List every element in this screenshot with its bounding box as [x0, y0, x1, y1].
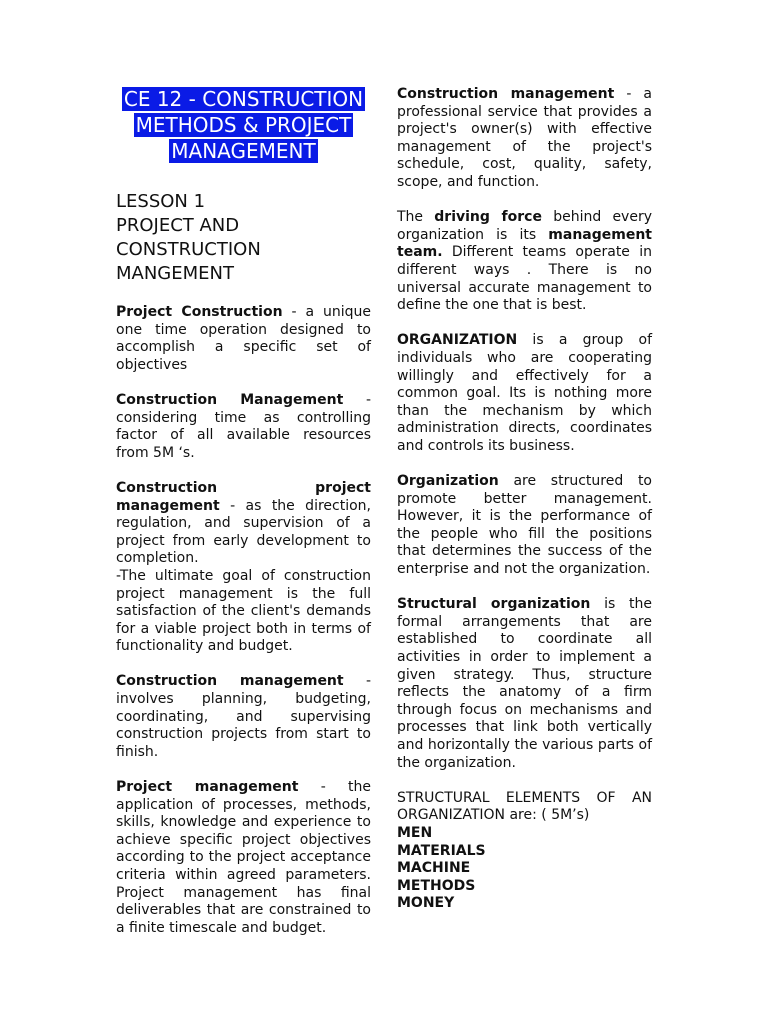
term: Construction management [116, 673, 344, 690]
ultimate-goal-paragraph: -The ultimate goal of construction project management is the full satisfaction of the client's demands for a viable project both in terms of functionality and budget. [116, 567, 371, 655]
list-item: MONEY [397, 895, 455, 912]
definition-construction-management-2 [116, 673, 371, 761]
term: management team. [397, 226, 652, 261]
definition-text: is the formal arrangements that are established to coordinate all activities in order to implement a given strategy. Thus, structure reflects the anatomy of a firm through focus on mechanisms and processes that link both vertically and horizontally the various parts of the organization. [397, 596, 653, 771]
list-item: MEN [397, 824, 433, 841]
term: Project management [116, 779, 299, 796]
structural-elements-list [397, 825, 652, 913]
driving-force-paragraph [397, 209, 652, 315]
text: behind every organization is its [397, 209, 652, 243]
lesson-title-line-3: MANGEMENT [116, 263, 234, 284]
definition-project-construction [116, 304, 371, 374]
list-item: MACHINE [397, 860, 471, 877]
term: Construction management [397, 86, 615, 102]
term: Project Construction [116, 304, 283, 320]
definition-construction-management-3 [397, 86, 652, 192]
course-title-line-2: METHODS & PROJECT [135, 113, 352, 137]
organization-structure-paragraph [397, 473, 652, 579]
term: Construction project management [116, 479, 371, 514]
definition-text: - the application of processes, methods, skills, knowledge and experience to achieve specific project objectives according to the project acceptance criteria within agreed parameters. Project management has final deliverables that are constrained to a finite timescale and budget. [116, 779, 371, 936]
lesson-title-line-1: PROJECT AND [116, 215, 240, 236]
right-column [397, 86, 652, 913]
term: Construction Management [116, 391, 344, 408]
lesson-heading [116, 190, 371, 286]
term: Structural organization [397, 596, 591, 613]
definition-construction-management-1 [116, 392, 371, 462]
lesson-number: LESSON 1 [116, 191, 206, 212]
lesson-title-line-2: CONSTRUCTION [116, 239, 261, 260]
definition-text: - as the direction, regulation, and supervision of a project from early development to completion. [116, 497, 371, 567]
definition-text: is a group of individuals who are cooperating willingly and effectively for a common goal. Its is nothing more than the mechanism by which administration directs, coordinates and controls its business. [397, 332, 652, 454]
list-item: MATERIALS [397, 842, 486, 859]
definition-construction-project-management [116, 480, 371, 568]
structural-elements-heading: STRUCTURAL ELEMENTS OF AN ORGANIZATION are: ( 5M’s) [397, 789, 652, 824]
term: ORGANIZATION [397, 332, 518, 349]
definition-structural-organization [397, 596, 652, 772]
list-item: METHODS [397, 877, 476, 894]
text: Different teams operate in different ways . There is no universal accurate management to define the one that is best. [397, 244, 652, 314]
definition-project-management [116, 779, 371, 937]
definition-text: - involves planning, budgeting, coordinating, and supervising construction projects from start to finish. [116, 673, 371, 760]
course-title-line-1: CE 12 - CONSTRUCTION [123, 87, 364, 111]
left-column [116, 86, 371, 955]
term: driving force [434, 209, 542, 226]
course-title [116, 86, 371, 164]
text: The [397, 209, 435, 226]
definition-text: are structured to promote better management. However, it is the performance of the people who fill the positions that determines the success of the enterprise and not the organization. [397, 473, 652, 578]
definition-text: - considering time as controlling factor of all available resources from 5M ‘s. [116, 391, 371, 461]
definition-text: - a professional service that provides a project's owner(s) with effective management of the project's schedule, cost, quality, safety, scope, and function. [397, 86, 652, 190]
term: Organization [397, 473, 499, 490]
course-title-line-3: MANAGEMENT [171, 139, 316, 163]
definition-text: - a unique one time operation designed to accomplish a specific set of objectives [116, 304, 371, 373]
definition-organization [397, 332, 652, 455]
